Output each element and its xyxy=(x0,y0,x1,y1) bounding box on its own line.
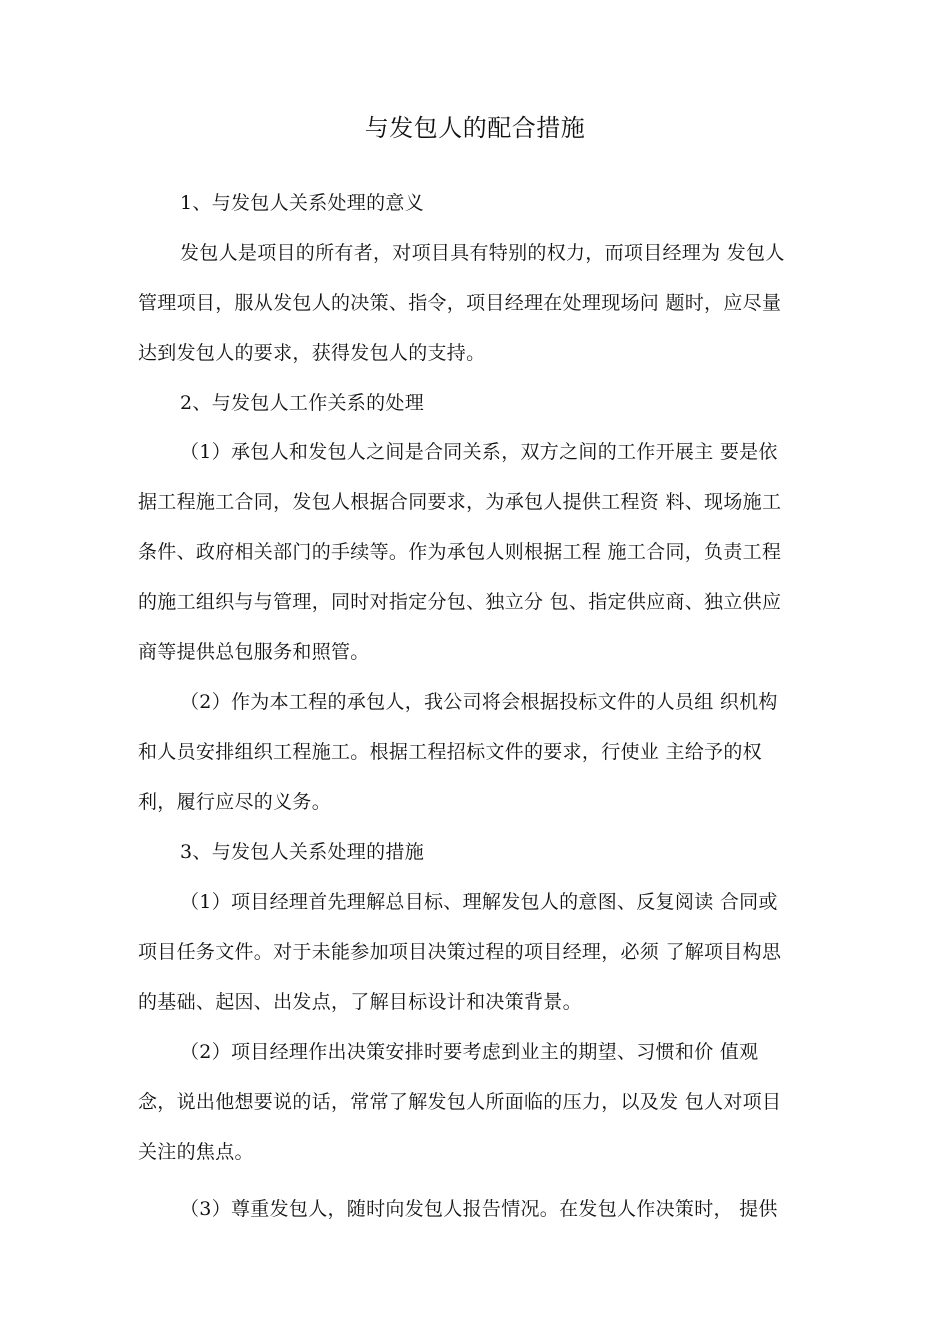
section-heading-1: 1、与发包人关系处理的意义 xyxy=(180,192,424,214)
paragraph-line: 的基础、起因、出发点，了解目标设计和决策背景。 xyxy=(138,991,582,1013)
paragraph-line: 利，履行应尽的义务。 xyxy=(138,791,332,813)
paragraph-line: 商等提供总包服务和照管。 xyxy=(138,641,370,663)
paragraph-line: （1）项目经理首先理解总目标、理解发包人的意图、反复阅读 合同或 xyxy=(180,891,778,913)
paragraph-line: 达到发包人的要求，获得发包人的支持。 xyxy=(138,342,486,364)
paragraph-line: 据工程施工合同，发包人根据合同要求，为承包人提供工程资 料、现场施工 xyxy=(138,491,782,513)
document-title: 与发包人的配合措施 xyxy=(364,114,586,142)
paragraph-line: 念，说出他想要说的话，常常了解发包人所面临的压力，以及发 包人对项目 xyxy=(138,1091,782,1113)
paragraph-line: （1）承包人和发包人之间是合同关系，双方之间的工作开展主 要是依 xyxy=(180,441,778,463)
section-heading-3: 3、与发包人关系处理的措施 xyxy=(180,841,424,863)
paragraph-line: （2）项目经理作出决策安排时要考虑到业主的期望、习惯和价 值观 xyxy=(180,1041,759,1063)
paragraph-line: 项目任务文件。对于未能参加项目决策过程的项目经理，必须 了解项目构思 xyxy=(138,941,782,963)
paragraph-line: 和人员安排组织工程施工。根据工程招标文件的要求，行使业 主给予的权 xyxy=(138,741,762,763)
paragraph-line: 的施工组织与与管理，同时对指定分包、独立分 包、指定供应商、独立供应 xyxy=(138,591,782,613)
paragraph-line: 管理项目，服从发包人的决策、指令，项目经理在处理现场问 题时，应尽量 xyxy=(138,292,782,314)
section-heading-2: 2、与发包人工作关系的处理 xyxy=(180,392,424,414)
paragraph-line: 发包人是项目的所有者，对项目具有特别的权力，而项目经理为 发包人 xyxy=(180,242,785,264)
paragraph-line: 关注的焦点。 xyxy=(138,1141,254,1163)
paragraph-line: （3）尊重发包人，随时向发包人报告情况。在发包人作决策时， 提供 xyxy=(180,1198,778,1220)
paragraph-line: （2）作为本工程的承包人，我公司将会根据投标文件的人员组 织机构 xyxy=(180,691,778,713)
paragraph-line: 条件、政府相关部门的手续等。作为承包人则根据工程 施工合同，负责工程 xyxy=(138,541,782,563)
